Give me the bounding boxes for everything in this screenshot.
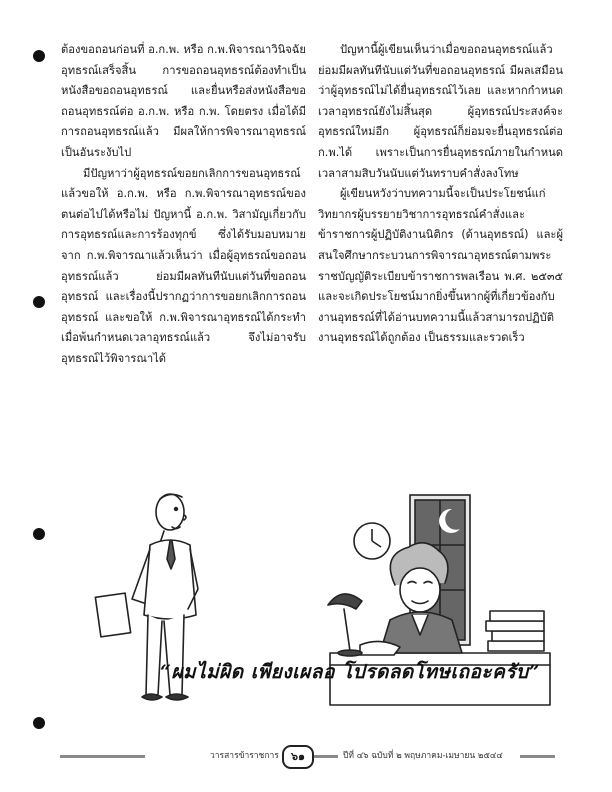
footer-rule-left: [60, 755, 145, 758]
page-number: ๖๑: [282, 745, 314, 769]
illustration-caption: “ผมไม่ผิด เพียงเผลอ โปรดลดโทษเถอะครับ”: [160, 661, 541, 683]
cartoon-illustration: [60, 475, 560, 725]
paper-stack-icon: [486, 611, 544, 651]
binder-hole: [33, 50, 45, 62]
binder-hole: [33, 717, 45, 729]
footer-rule-center: [312, 755, 338, 758]
desk-lamp-icon: [328, 594, 362, 656]
paragraph: ผู้เขียนหวังว่าบทความนี้จะเป็นประโยชน์แก่วิทยากรผู้บรรยายวิชาการอุทธรณ์คำสั่งและข้าราชการผู้ปฏิบัติงานนิติกร (ด้านอุทธรณ์) และผู้สนใจศึกษากระบวนการพิจารณาอุทธรณ์ตามพระราชบัญญัติระเบียบข้าราชการพลเรือน พ.ศ. ๒๕๓๕ และจะเกิดประโยชน์มากยิ่งขึ้นหากผู้ที่เกี่ยวข้องกับงานอุทธรณ์ที่ได้อ่านบทความนี้แล้วสามารถปฏิบัติงานอุทธรณ์ได้ถูกต้อง เป็นธรรมและรวดเร็ว: [318, 187, 563, 345]
journal-name: วารสารข้าราชการ: [210, 751, 279, 761]
text-column-right: [318, 40, 563, 349]
paragraph: ต้องขอถอนก่อนที่ อ.ก.พ. หรือ ก.พ.พิจารณาวินิจฉัยอุทธรณ์เสร็จสิ้น การขอถอนอุทธรณ์ต้องทำเป็นหนังสือขอถอนอุทธรณ์ และยื่นหรือส่งหนังสือขอถอนอุทธรณ์ต่อ อ.ก.พ. หรือ ก.พ. โดยตรง เมื่อได้มีการถอนอุทธรณ์แล้ว มีผลให้การพิจารณาอุทธรณ์เป็นอันระงับไป: [61, 43, 306, 159]
text-column-left: [61, 40, 306, 370]
binder-hole: [33, 528, 45, 540]
page-footer: [60, 744, 555, 768]
binder-hole: [33, 296, 45, 308]
issue-info: ปีที่ ๔๖ ฉบับที่ ๒ พฤษภาคม-เมษายน ๒๕๔๔: [343, 751, 503, 761]
paragraph: ปัญหานี้ผู้เขียนเห็นว่าเมื่อขอถอนอุทธรณ์แล้ว ย่อมมีผลทันทีนับแต่วันที่ขอถอนอุทธรณ์ มีผลเสมือนว่าผู้อุทธรณ์ไม่ได้ยื่นอุทธรณ์ไว้เลย และหากกำหนดเวลาอุทธรณ์ยังไม่สิ้นสุด ผู้อุทธรณ์ประสงค์จะอุทธรณ์ใหม่อีก ผู้อุทธรณ์ก็ย่อมจะยื่นอุทธรณ์ต่อ ก.พ.ได้ เพราะเป็นการยื่นอุทธรณ์ภายในกำหนดเวลาสามสิบวันนับแต่วันทราบคำสั่งลงโทษ: [318, 43, 563, 180]
clock-icon: [354, 523, 390, 559]
paragraph: มีปัญหาว่าผู้อุทธรณ์ขอยกเลิกการขอนอุทธรณ์ แล้วขอให้ อ.ก.พ. หรือ ก.พ.พิจารณาอุทธรณ์ของตนต่อไปได้หรือไม่ ปัญหานี้ อ.ก.พ. วิสามัญเกี่ยวกับการอุทธรณ์และการร้องทุกข์ ซึ่งได้รับมอบหมายจาก ก.พ.พิจารณาแล้วเห็นว่า เมื่อผู้อุทธรณ์ขอถอนอุทธรณ์แล้ว ย่อมมีผลทันทีนับแต่วันที่ขอถอนอุทธรณ์ และเรื่องนี้ปรากฏว่าการขอยกเลิกการถอนอุทธรณ์ และขอให้ ก.พ.พิจารณาอุทธรณ์ได้กระทำเมื่อพ้นกำหนดเวลาอุทธรณ์แล้ว จึงไม่อาจรับอุทธรณ์ไว้พิจารณาได้: [61, 166, 306, 365]
footer-rule-right: [520, 755, 555, 758]
